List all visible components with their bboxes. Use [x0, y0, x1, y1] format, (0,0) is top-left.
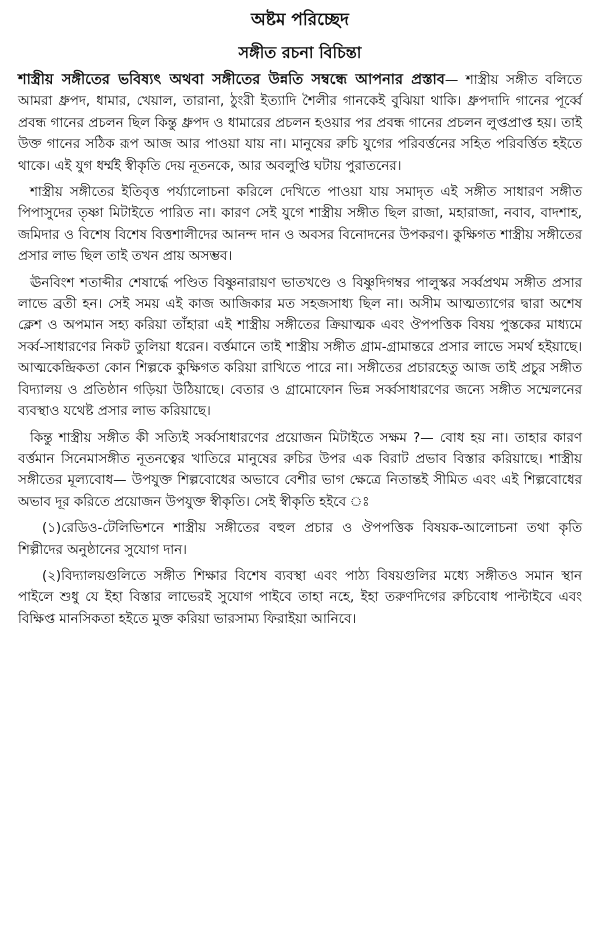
paragraph-text: কিন্তু শাস্ত্রীয় সঙ্গীত কী সত্যিই সর্ব্বসাধারণের প্রয়োজন মিটাইতে সক্ষম ?— বোধ হয় না। তাহার কারণ বর্ত্তমান সিনেমাসঙ্গীত নূতনত্বের খাতিরে মানুষের রুচির উপর এক বিরাট প্রভাব বিস্তার করিয়াছে। শাস্ত্রীয় সঙ্গীতের মূল্যবোধ— উপযুক্ত শিল্পবোধের অভাবে বেশীর ভাগ ক্ষেত্রে নিতান্তই সীমিত এবং এই শিল্পবোধের অভাব দূর করিতে প্রয়োজন উপযুক্ত স্বীকৃতি। সেই স্বীকৃতি হইবে ঃ — [18, 430, 582, 510]
list-item-text: রেডিও-টেলিভিশনে শাস্ত্রীয় সঙ্গীতের বহুল প্রচার ও ঔপপত্তিক বিষয়ক-আলোচনা তথা কৃতি শিল্পীদের অনুষ্ঠানের সুযোগ দান। — [18, 521, 582, 558]
paragraph-text: শাস্ত্রীয় সঙ্গীতের ইতিবৃত্ত পর্য্যালোচনা করিলে দেখিতে পাওয়া যায় সমাদৃত এই সঙ্গীত সাধারণ সঙ্গীত পিপাসুদের তৃষ্ণা মিটাইতে পারিত না। কারণ সেই যুগে শাস্ত্রীয় সঙ্গীত ছিল রাজা, মহারাজা, নবাব, বাদশাহ, জমিদার ও বিশেষ বিশেষ বিত্তশালীদের আনন্দ দান ও অবসর বিনোদনের উপকরণ। কুক্ষিগত শাস্ত্রীয় সঙ্গীতের প্রসার লাভ ছিল তাই তখন প্রায় অসম্ভব। — [18, 185, 582, 265]
section-title: সঙ্গীত রচনা বিচিন্তা — [238, 43, 362, 62]
paragraph-1 — [18, 70, 582, 177]
paragraph-4 — [18, 428, 582, 514]
chapter-title: অষ্টম পরিচ্ছেদ — [251, 10, 349, 30]
paragraph-text: — শাস্ত্রীয় সঙ্গীত বলিতে আমরা ধ্রুপদ, ধামার, খেয়াল, তারানা, ঠুংরী ইত্যাদি শৈলীর গানকেই বুঝিয়া থাকি। ধ্রুপদাদি গানের পূর্ব্বে প্রবন্ধ গানের প্রচলন ছিল কিন্তু ধ্রুপদ ও ধামারের প্রচলন হওয়ার পর প্রবন্ধ গানের প্রচলন লুপ্তপ্রাপ্ত হয়। তাই উক্ত গানের সঠিক রূপ আজ আর পাওয়া যায় না। মানুষের রুচি যুগের পরিবর্ত্তনের সহিত পরিবর্ত্তিত হইতে থাকে। এই যুগ ধর্ম্মই স্বীকৃতি দেয় নূতনকে, আর অবলুপ্তি ঘটায় পুরাতনের। — [18, 73, 582, 174]
list-item-2 — [18, 566, 582, 630]
paragraph-3 — [18, 273, 582, 423]
paragraph-2 — [18, 182, 582, 268]
list-item-text: বিদ্যালয়গুলিতে সঙ্গীত শিক্ষার বিশেষ ব্যবস্থা এবং পাঠ্য বিষয়গুলির মধ্যে সঙ্গীতও সমান স্থান পাইলে শুধু যে ইহা বিস্তার লাভেরই সুযোগ পাইবে তাহা নহে, ইহা তরুণদিগের রুচিবোধ পাল্টাইবে এবং বিক্ষিপ্ত মানসিকতা হইতে মুক্ত করিয়া ভারসাম্য ফিরাইয়া আনিবে। — [18, 568, 582, 627]
list-item-1 — [18, 518, 582, 561]
paragraph-text: ঊনবিংশ শতাব্দীর শেষার্দ্ধে পণ্ডিত বিষ্ণুনারায়ণ ভাতখণ্ডে ও বিষ্ণুদিগম্বর পালুস্কর সর্ব্বপ্রথম সঙ্গীত প্রসার লাভে ব্রতী হন। সেই সময় এই কাজ আজিকার মত সহজসাধ্য ছিল না। অসীম আত্মত্যাগের দ্বারা অশেষ ক্লেশ ও অপমান সহ্য করিয়া তাঁহারা এই শাস্ত্রীয় সঙ্গীতের ক্রিয়াত্মক এবং ঔপপত্তিক বিষয় পুস্তকের মাধ্যমে সর্ব্ব-সাধারণের নিকট তুলিয়া ধরেন। বর্ত্তমানে তাই শাস্ত্রীয় সঙ্গীত গ্রাম-গ্রামান্তরে প্রসার লাভে সমর্থ হইয়াছে। আত্মকেন্দ্রিকতা কোন শিল্পকে কুক্ষিগত করিয়া রাখিতে পারে না। সঙ্গীতের প্রচারহেতু আজ তাই প্রচুর সঙ্গীত বিদ্যালয় ও প্রতিষ্ঠান গড়িয়া উঠিয়াছে। বেতার ও গ্রামোফোন ভিন্ন সর্ব্বসাধারণের জন্যে সঙ্গীত সম্মেলনের ব্যবস্থাও যথেষ্ট প্রসার লাভ করিয়াছে। — [18, 275, 582, 420]
list-number: (২) — [42, 568, 62, 584]
list-number: (১) — [42, 521, 62, 537]
paragraph-lead: শাস্ত্রীয় সঙ্গীতের ভবিষ্যৎ অথবা সঙ্গীতের উন্নতি সম্বন্ধে আপনার প্রস্তাব — [18, 72, 445, 88]
